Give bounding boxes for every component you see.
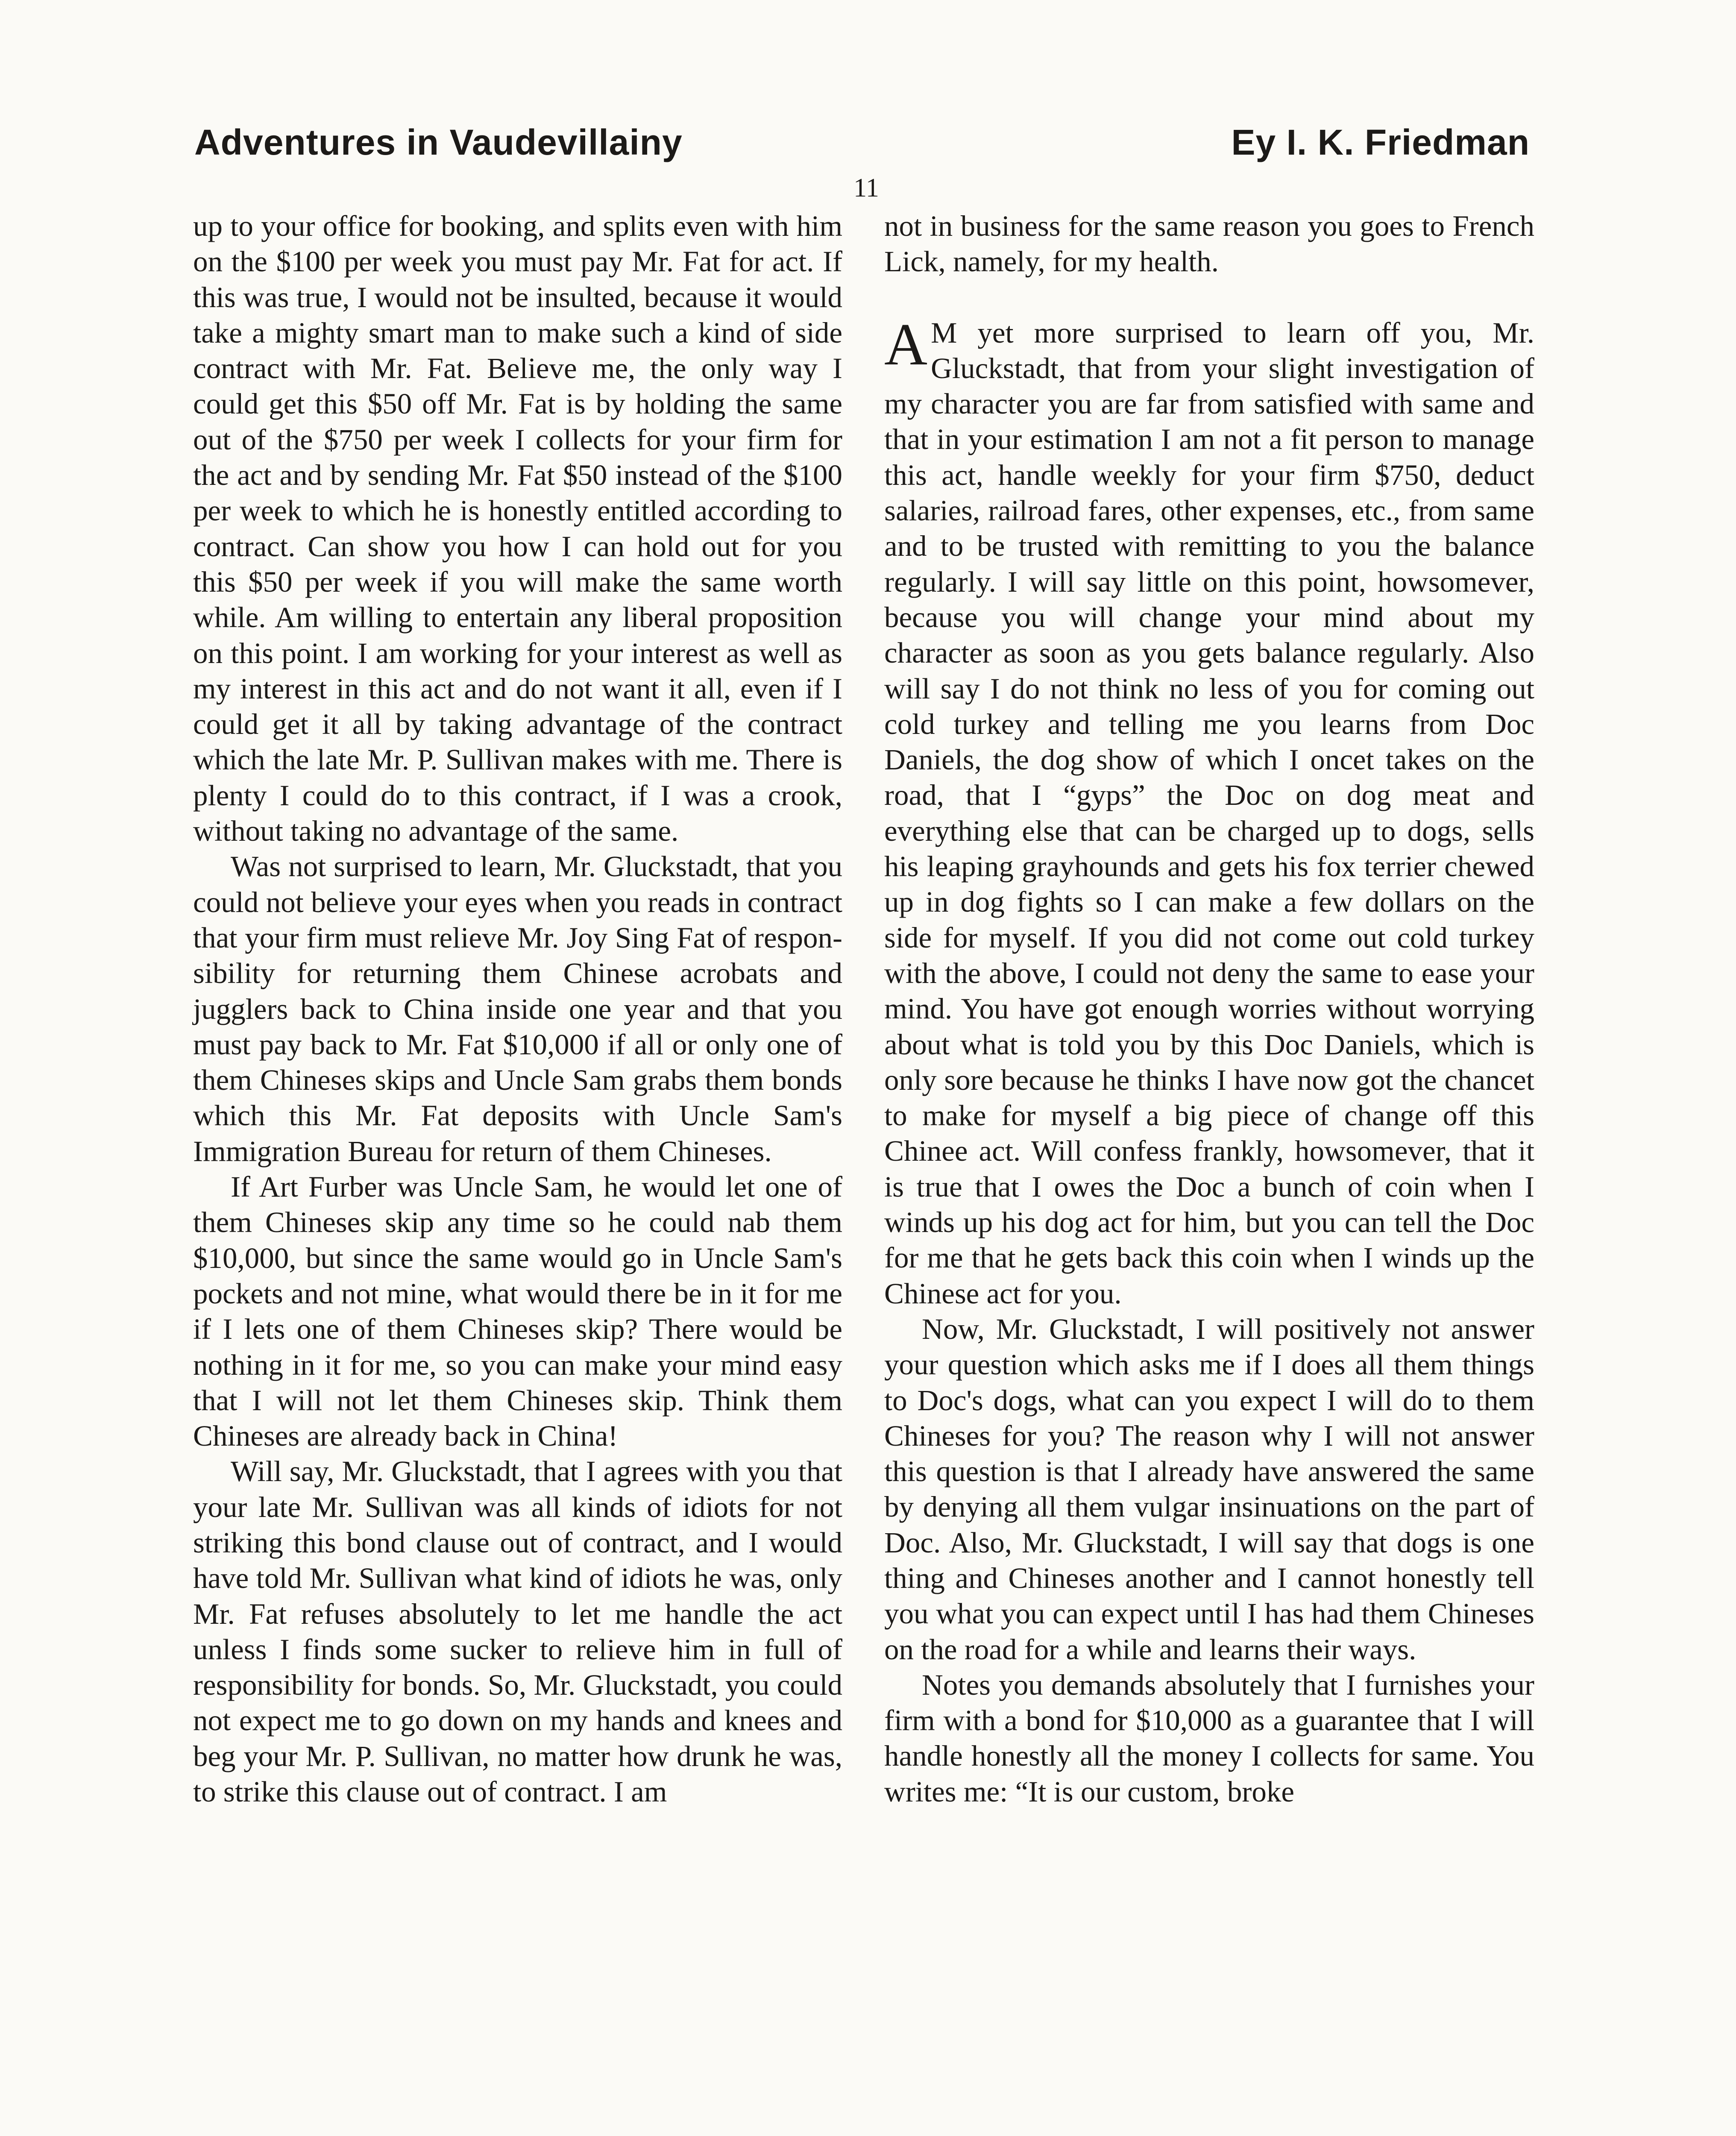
paragraph: Notes you demands absolutely that I furnishes your firm with a bond for $10,000 as a guarantee that I will handle honestly all the money I collects for same. You writes me: “It is our custom, broke bbox=[884, 1668, 1534, 1808]
paragraph: Was not surprised to learn, Mr. Gluckstadt, that you could not believe your eyes when you reads in contract that your firm must relieve Mr. Joy Sing Fat of responsibility for returning them Chinese acrobats and jugglers back to China inside one year and that you must pay back to Mr. Fat $10,000 if all or only one of them Chineses skips and Uncle Sam grabs them bonds which this Mr. Fat deposits with Uncle Sam's Immigration Bureau for return of them Chineses. bbox=[193, 850, 842, 1168]
paragraph: not in business for the same reason you goes to French Lick, namely, for my health. bbox=[884, 210, 1534, 278]
left-column bbox=[193, 208, 842, 1810]
paragraph: If Art Furber was Uncle Sam, he would let one of them Chineses skip any time so he could nab them $10,000, but since the same would go in Uncle Sam's pockets and not mine, what would there be in it for me if I lets one of them Chineses skip? There would be nothing in it for me, so you can make your mind easy that I will not let them Chineses skip. Think them Chineses are already back in China! bbox=[193, 1171, 842, 1452]
dropcap-paragraph-text: M yet more surprised to learn off you, Mr. Gluckstadt, that from your slight investigation of my character you are far from satisfied with same and that in your estimation I am not a fit person to manage this act, handle weekly for your firm $750, deduct salaries, railroad fares, other expenses, etc., from same and to be trusted with remitting to you the balance regularly. I will say little on this point, howsomever, because you will change your mind about my character as soon as you gets balance regularly. Also will say I do not think no less of you for coming out cold turkey and telling me you learns from Doc Daniels, the dog show of which I oncet takes on the road, that I “gyps” the Doc on dog meat and everything else that can be charged up to dogs, sells his leaping grayhounds and gets his fox terrier chewed up in dog fights so I can make a few dollars on the side for myself. If you did not come out cold turkey with the above, I could not deny the same to ease your mind. You have got enough worries without worrying about what is told you by this Doc Daniels, which is only sore because he thinks I have now got the chancet to make for myself a big piece of change off this Chinee act. Will confess frankly, howsomever, that it is true that I owes the Doc a bunch of coin when I winds up his dog act for him, but you can tell the Doc for me that he gets back this coin when I winds up the Chinese act for you. bbox=[884, 316, 1534, 1310]
paragraph: up to your office for booking, and splits even with him on the $100 per week you must pay Mr. Fat for act. If this was true, I would not be insulted, because it would take a mighty smart man to make such a kind of side contract with Mr. Fat. Believe me, the only way I could get this $50 off Mr. Fat is by holding the same out of the $750 per week I collects for your firm for the act and by sending Mr. Fat $50 instead of the $100 per week to which he is honestly entitled according to contract. Can show you how I can hold out for you this $50 per week if you will make the same worth while. Am willing to entertain any liberal proposition on this point. I am working for your interest as well as my interest in this act and do not want it all, even if I could get it all by taking advantage of the contract which the late Mr. P. Sullivan makes with me. There is plenty I could do to this contract, if I was a crook, without taking no advantage of the same. bbox=[193, 210, 842, 848]
dropcap-paragraph bbox=[884, 311, 1534, 1312]
page-number: 11 bbox=[853, 173, 879, 202]
page-header bbox=[194, 122, 1530, 173]
story-title: Adventures in Vaudevillainy bbox=[194, 122, 683, 162]
drop-cap: A bbox=[884, 311, 928, 378]
paragraph: Will say, Mr. Gluckstadt, that I agrees with you that your late Mr. Sullivan was all kinds of idiots for not striking this bond clause out of contract, and I would have told Mr. Sullivan what kind of idiots he was, only Mr. Fat refuses absolutely to let me handle the act unless I finds some sucker to relieve him in full of responsibility for bonds. So, Mr. Gluckstadt, you could not expect me to go down on my hands and knees and beg your Mr. P. Sullivan, no matter how drunk he was, to strike this clause out of contract. I am bbox=[193, 1455, 842, 1808]
author-byline: Ey I. K. Friedman bbox=[1231, 122, 1530, 162]
right-column bbox=[884, 208, 1534, 1810]
paragraph: Now, Mr. Gluckstadt, I will positively not answer your question which asks me if I does all them things to Doc's dogs, what can you expect I will do to them Chineses for you? The reason why I will not answer this question is that I already have answered the same by denying all them vulgar insinuations on the part of Doc. Also, Mr. Gluckstadt, I will say that dogs is one thing and Chineses another and I cannot honestly tell you what you can expect until I has had them Chineses on the road for a while and learns their ways. bbox=[884, 1312, 1534, 1666]
